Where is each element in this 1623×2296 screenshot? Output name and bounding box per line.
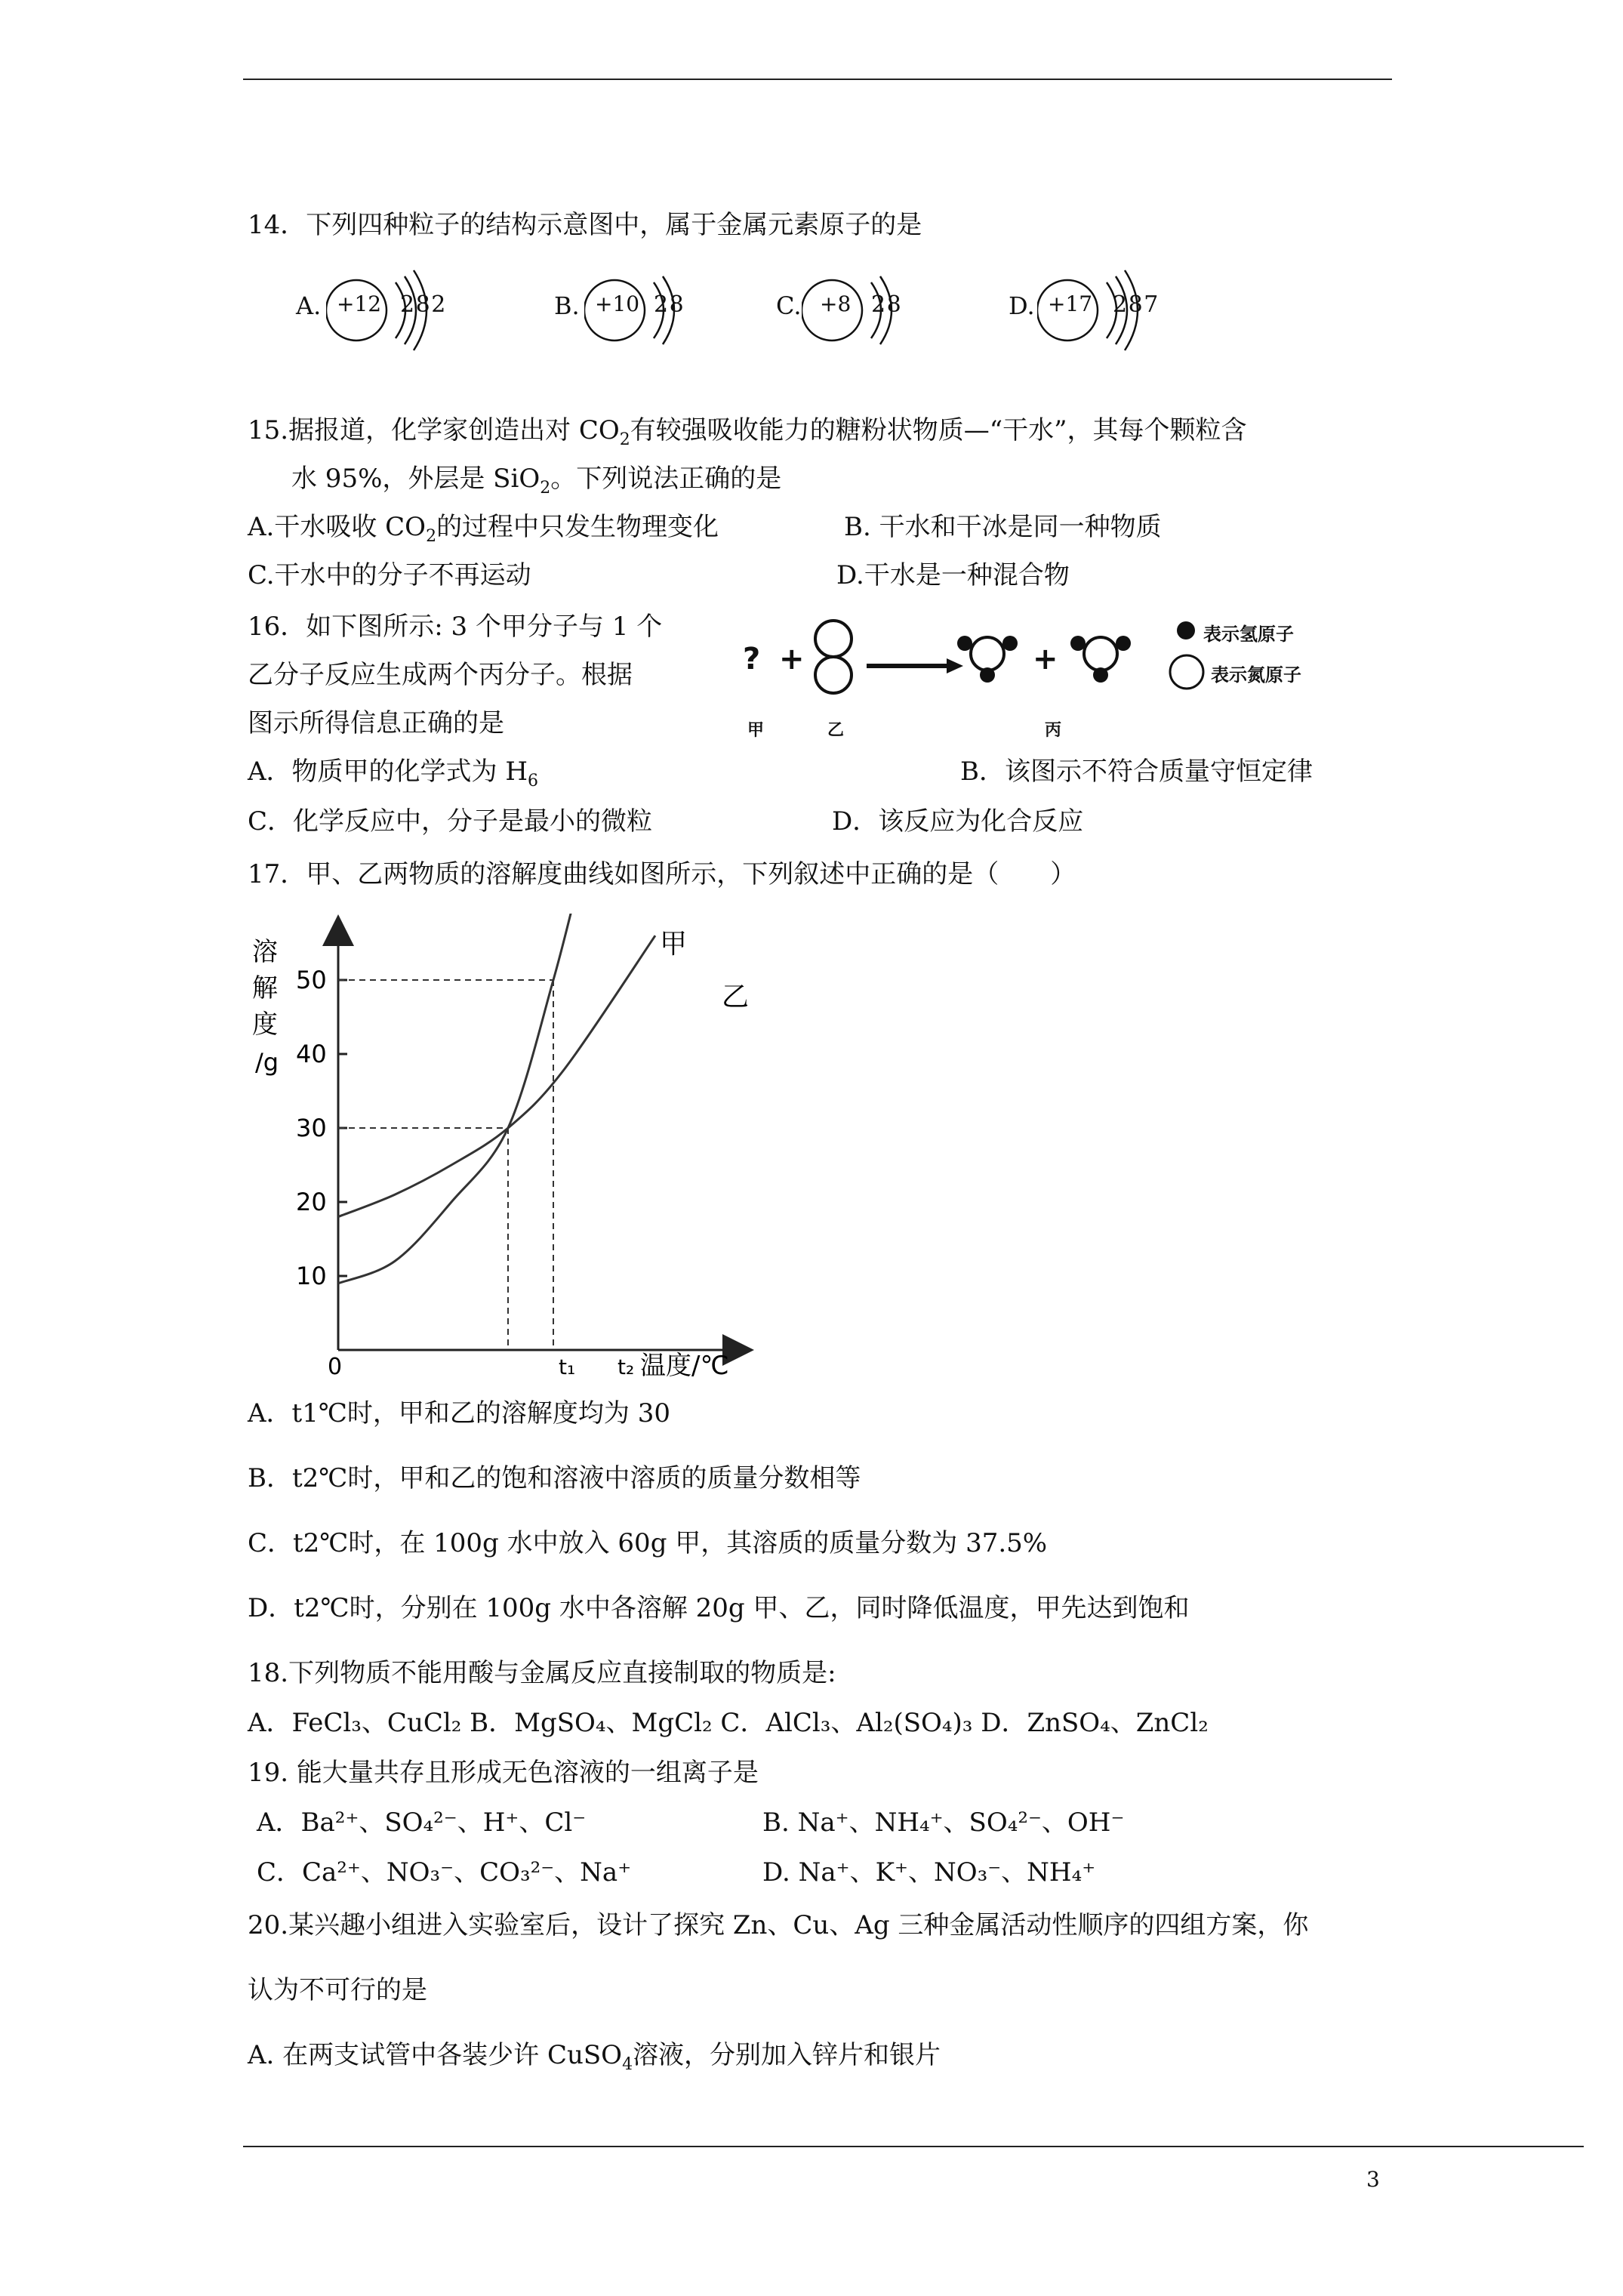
q18-stem: 18.下列物质不能用酸与金属反应直接制取的物质是: bbox=[248, 1658, 836, 1688]
q15-stem bbox=[248, 414, 1247, 447]
chart-ytick-label: 50 bbox=[296, 966, 327, 994]
q20-option-a-pre: A. 在两支试管中各装少许 CuSO bbox=[248, 2040, 623, 2070]
q17-option-b: B．t2℃时，甲和乙的饱和溶液中溶质的质量分数相等 bbox=[248, 1463, 861, 1493]
q15-line2-pre: 水 95%，外层是 SiO bbox=[291, 464, 540, 494]
q14-option-a-shells: 2 8 2 bbox=[400, 291, 443, 318]
q14-option-a bbox=[296, 269, 462, 352]
q15-option-a-pre: A.干水吸收 CO bbox=[248, 512, 427, 542]
q18-options: A．FeCl₃、CuCl₂ B．MgSO₄、MgCl₂ C．AlCl₃、Al₂(SO₄)₃ D．ZnSO₄、ZnCl₂ bbox=[248, 1708, 1209, 1738]
q19-option-c: C．Ca²⁺、NO₃⁻、CO₃²⁻、Na⁺ bbox=[257, 1857, 632, 1888]
q16-legend-n: 表示氮原子 bbox=[1211, 664, 1301, 686]
q15-option-b: B. 干水和干冰是同一种物质 bbox=[844, 512, 1162, 542]
chart-ylabel-char-1: 溶 bbox=[252, 937, 278, 967]
q14-option-b-shells: 2 8 bbox=[654, 291, 681, 318]
chart-ylabel-unit: /g bbox=[255, 1048, 279, 1077]
chart-series-line-jia bbox=[338, 914, 582, 1284]
chart-xlabel: 温度/℃ bbox=[640, 1351, 729, 1381]
q16-line1: 16．如下图所示: 3 个甲分子与 1 个 bbox=[248, 612, 663, 642]
chart-tick-t1: t₁ bbox=[559, 1354, 576, 1379]
q15-stem-sub: 2 bbox=[619, 430, 630, 449]
header-rule bbox=[243, 79, 1392, 80]
q16-legend-n-symbol bbox=[1167, 652, 1206, 692]
chart-ytick-label: 10 bbox=[296, 1262, 327, 1290]
q15-option-a bbox=[248, 510, 719, 544]
q16-option-a bbox=[248, 755, 539, 791]
page-number: 3 bbox=[1366, 2167, 1380, 2192]
chart-series-label-jia: 甲 bbox=[660, 929, 688, 960]
chart-series-label-yi: 乙 bbox=[722, 982, 750, 1012]
q15-stem-pre: 15.据报道，化学家创造出对 CO bbox=[248, 415, 620, 445]
q16-option-a-sub: 6 bbox=[528, 771, 539, 791]
q14-option-b bbox=[554, 269, 705, 352]
q15-option-d: D.干水是一种混合物 bbox=[836, 560, 1070, 590]
q16-option-c: C．化学反应中，分子是最小的微粒 bbox=[248, 806, 653, 837]
q14-option-c bbox=[776, 269, 927, 352]
q14-option-d bbox=[1009, 269, 1190, 352]
q16-label-bing: 丙 bbox=[1045, 721, 1062, 740]
q14-option-c-nucleus: +8 bbox=[820, 291, 852, 316]
q17-option-c: C．t2℃时，在 100g 水中放入 60g 甲，其溶质的质量分数为 37.5% bbox=[248, 1528, 1048, 1558]
q15-stem-post: 有较强吸收能力的糖粉状物质—“干水”，其每个颗粒含 bbox=[630, 415, 1247, 445]
q14-option-c-letter: C. bbox=[776, 291, 802, 320]
q16-reaction-figure bbox=[731, 609, 1350, 744]
q17-option-d: D．t2℃时，分别在 100g 水中各溶解 20g 甲、乙，同时降低温度，甲先达到饱和 bbox=[248, 1593, 1190, 1623]
q15-stem-line2 bbox=[291, 462, 782, 498]
footer-rule bbox=[243, 2146, 1584, 2147]
q15-option-c: C.干水中的分子不再运动 bbox=[248, 560, 531, 590]
q20-option-a bbox=[248, 2039, 941, 2072]
q20-option-a-post: 溶液，分别加入锌片和银片 bbox=[633, 2040, 941, 2070]
q17-stem: 17．甲、乙两物质的溶解度曲线如图所示，下列叙述中正确的是（ ） bbox=[248, 859, 1076, 889]
chart-ytick-label: 30 bbox=[296, 1114, 327, 1142]
q19-stem: 19. 能大量共存且形成无色溶液的一组离子是 bbox=[248, 1758, 759, 1788]
q16-label-yi: 乙 bbox=[827, 721, 845, 740]
q15-line2-sub: 2 bbox=[540, 478, 551, 498]
q14-stem: 14．下列四种粒子的结构示意图中，属于金属元素原子的是 bbox=[248, 210, 922, 240]
q16-molecule-bing-2 bbox=[1063, 627, 1138, 695]
q16-molecule-bing-1 bbox=[950, 627, 1025, 695]
q19-option-a: A．Ba²⁺、SO₄²⁻、H⁺、Cl⁻ bbox=[257, 1808, 587, 1838]
chart-series-line-yi bbox=[338, 935, 655, 1216]
q16-line2: 乙分子反应生成两个丙分子。根据 bbox=[248, 660, 633, 690]
q16-legend-h-symbol bbox=[1175, 619, 1197, 642]
q14-option-b-letter: B. bbox=[554, 291, 580, 320]
q14-option-b-nucleus: +10 bbox=[595, 291, 640, 316]
q19-option-b: B. Na⁺、NH₄⁺、SO₄²⁻、OH⁻ bbox=[762, 1808, 1125, 1838]
q20-line1: 20.某兴趣小组进入实验室后，设计了探究 Zn、Cu、Ag 三种金属活动性顺序的四组方案，你 bbox=[248, 1910, 1309, 1940]
q14-option-d-nucleus: +17 bbox=[1048, 291, 1093, 316]
q16-line3: 图示所得信息正确的是 bbox=[248, 708, 504, 738]
q17-option-a: A．t1℃时，甲和乙的溶解度均为 30 bbox=[248, 1398, 670, 1428]
q16-unknown-mark: ? bbox=[743, 642, 761, 676]
q14-option-a-letter: A. bbox=[296, 291, 322, 320]
q15-option-a-post: 的过程中只发生物理变化 bbox=[436, 512, 719, 542]
chart-ytick-label: 20 bbox=[296, 1188, 327, 1216]
chart-origin-label: 0 bbox=[328, 1354, 343, 1380]
q16-plus-1: + bbox=[779, 642, 805, 676]
solubility-chart bbox=[240, 914, 768, 1382]
chart-ylabel-char-2: 解 bbox=[252, 973, 278, 1003]
q14-option-d-letter: D. bbox=[1009, 291, 1035, 320]
q16-option-d: D．该反应为化合反应 bbox=[832, 806, 1084, 837]
q16-plus-2: + bbox=[1033, 642, 1058, 676]
q20-line2: 认为不可行的是 bbox=[248, 1975, 427, 2005]
q14-option-d-shells: 2 8 7 bbox=[1113, 291, 1156, 318]
q20-option-a-sub: 4 bbox=[622, 2054, 633, 2074]
chart-tick-t2: t₂ bbox=[617, 1354, 635, 1379]
q16-option-b: B．该图示不符合质量守恒定律 bbox=[960, 757, 1313, 787]
q14-option-c-shells: 2 8 bbox=[871, 291, 898, 318]
chart-ylabel-char-3: 度 bbox=[252, 1009, 278, 1040]
q19-option-d: D. Na⁺、K⁺、NO₃⁻、NH₄⁺ bbox=[762, 1857, 1096, 1888]
chart-ytick-label: 40 bbox=[296, 1040, 327, 1068]
q15-line2-post: 。下列说法正确的是 bbox=[550, 464, 782, 494]
q14-option-a-nucleus: +12 bbox=[337, 291, 382, 316]
q16-legend-h: 表示氢原子 bbox=[1203, 624, 1294, 645]
q16-molecule-yi bbox=[809, 618, 862, 701]
q16-label-jia: 甲 bbox=[747, 721, 765, 740]
q16-option-a-pre: A．物质甲的化学式为 H bbox=[248, 757, 528, 787]
q15-option-a-sub: 2 bbox=[426, 526, 437, 546]
